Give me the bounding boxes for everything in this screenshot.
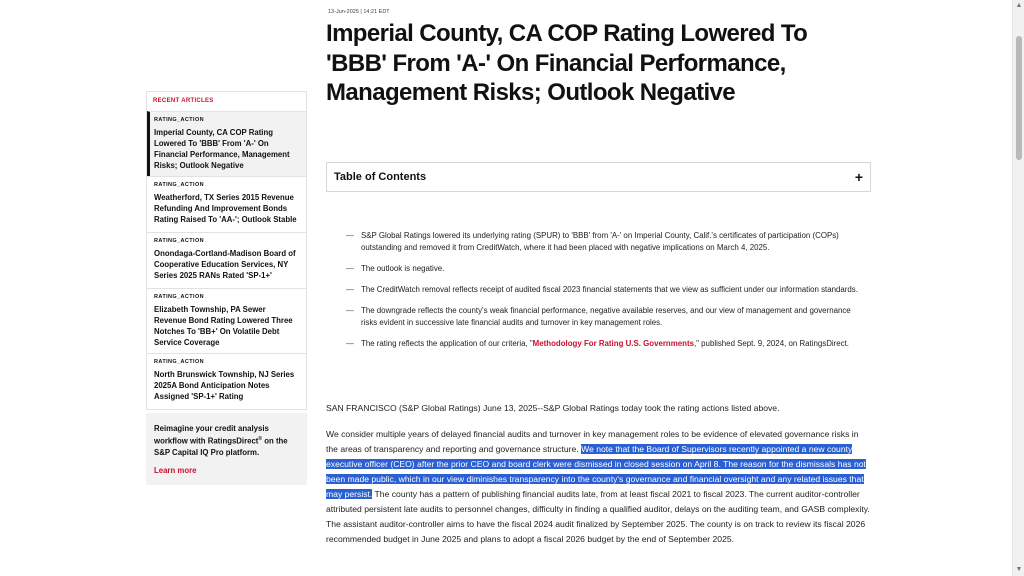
bullet-text-tail: ," published Sept. 9, 2024, on RatingsDirect. <box>693 339 849 348</box>
bullet-text: The CreditWatch removal reflects receipt of audited fiscal 2023 financial statements that we view as sufficient under our information standards. <box>361 285 858 294</box>
article-tag: RATING_ACTION <box>154 117 205 123</box>
bullet-text: The downgrade reflects the county's weak financial performance, negative available reserves, and our view of management and governance risks evident in successive late financial audits and turnover in key management roles. <box>361 306 851 327</box>
body-paragraph <box>326 427 871 547</box>
recent-articles-heading: RECENT ARTICLES <box>153 98 214 104</box>
recent-article-item[interactable] <box>147 353 306 409</box>
page-scrollbar[interactable] <box>1012 0 1024 576</box>
paragraph-text-tail: The county has a pattern of publishing financial audits late, from at least fiscal 2021 to fiscal 2023. The current auditor-controller attributed persistent late audits to personnel changes, difficulty in finding a qualified auditor, delays on the auditing team, and GASB complexity. The assistant auditor-controller aims to have the fiscal 2024 audit finalized by September 2025. The county is on track to review its fiscal 2026 recommended budget in June 2025 and plans to adopt a fiscal 2026 budget by the end of September 2025. <box>326 489 870 544</box>
summary-bullet <box>346 230 866 254</box>
article-tag: RATING_ACTION <box>154 359 205 365</box>
promo-box <box>146 413 307 485</box>
recent-articles-panel <box>146 91 307 410</box>
dash-icon: — <box>346 285 354 294</box>
criteria-link[interactable]: Methodology For Rating U.S. Governments <box>532 339 694 348</box>
dash-icon: — <box>346 306 354 315</box>
body-paragraph: SAN FRANCISCO (S&P Global Ratings) June 13, 2025--S&P Global Ratings today took the rating actions listed above. <box>326 403 780 413</box>
article-title[interactable]: Weatherford, TX Series 2015 Revenue Refunding And Improvement Bonds Rating Raised To 'AA-'; Outlook Stable <box>154 193 297 224</box>
scroll-down-icon[interactable]: ▼ <box>1015 566 1023 573</box>
article-tag: RATING_ACTION <box>154 238 205 244</box>
selected-text: We note that the Board of Supervisors recently appointed a new county executive officer (CEO) after the prior CEO and board clerk were dismissed in closed session on April 8. The reason for the dismissals has not been made public, which in our view diminishes transparency into the county's governance and financial oversight and any related issues that may persist. <box>326 444 866 499</box>
bullet-text: The outlook is negative. <box>361 264 445 273</box>
recent-article-item[interactable] <box>147 232 306 288</box>
summary-bullet <box>346 305 866 329</box>
promo-text-main: Reimagine your credit analysis workflow with RatingsDirect <box>154 424 269 446</box>
article-tag: RATING_ACTION <box>154 294 205 300</box>
learn-more-link[interactable]: Learn more <box>154 465 197 475</box>
plus-icon[interactable]: + <box>854 169 863 185</box>
bullet-text: The rating reflects the application of our criteria, " <box>361 339 533 348</box>
registered-mark: ® <box>258 436 263 442</box>
sidebar <box>146 91 307 485</box>
article-tag: RATING_ACTION <box>154 182 205 188</box>
promo-text-tail: on the S&P Capital IQ Pro platform. <box>154 436 288 457</box>
recent-article-item[interactable] <box>147 111 306 176</box>
dash-icon: — <box>346 231 354 240</box>
summary-bullet <box>346 338 866 350</box>
summary-bullet <box>346 284 866 296</box>
paragraph-text: We consider multiple years of delayed financial audits and turnover in key management roles to be evidence of elevated governance risks in the areas of transparency and reporting and governance structure. <box>326 429 859 454</box>
article-title[interactable]: Onondaga-Cortland-Madison Board of Cooperative Education Services, NY Series 2025 RANs Rated 'SP-1+' <box>154 249 296 280</box>
article-title[interactable]: Imperial County, CA COP Rating Lowered To 'BBB' From 'A-' On Financial Performance, Management Risks; Outlook Negative <box>154 128 290 170</box>
dash-icon: — <box>346 264 354 273</box>
scroll-up-icon[interactable]: ▲ <box>1015 2 1023 9</box>
recent-article-item[interactable] <box>147 288 306 353</box>
article-title[interactable]: Elizabeth Township, PA Sewer Revenue Bond Rating Lowered Three Notches To 'BB+' On Volatile Debt Service Coverage <box>154 305 293 347</box>
dash-icon: — <box>346 339 354 348</box>
recent-article-item[interactable] <box>147 176 306 232</box>
bullet-text: S&P Global Ratings lowered its underlying rating (SPUR) to 'BBB' from 'A-' on Imperial County, Calif.'s certificates of participation (COPs) outstanding and removed it from CreditWatch, where it had been placed with negative implications on March 4, 2025. <box>361 231 839 252</box>
promo-text <box>154 423 299 458</box>
article-headline: Imperial County, CA COP Rating Lowered To 'BBB' From 'A-' On Financial Performance, Management Risks; Outlook Negative <box>326 20 808 106</box>
article-title[interactable]: North Brunswick Township, NJ Series 2025A Bond Anticipation Notes Assigned 'SP-1+' Rating <box>154 370 295 401</box>
toc-title: Table of Contents <box>334 171 427 183</box>
summary-bullets <box>346 230 866 359</box>
article-dateline: 13-Jun-2025 | 14:21 EDT <box>328 9 390 15</box>
table-of-contents-toggle[interactable] <box>326 162 871 192</box>
summary-bullet <box>346 263 866 275</box>
scroll-thumb[interactable] <box>1016 36 1022 160</box>
